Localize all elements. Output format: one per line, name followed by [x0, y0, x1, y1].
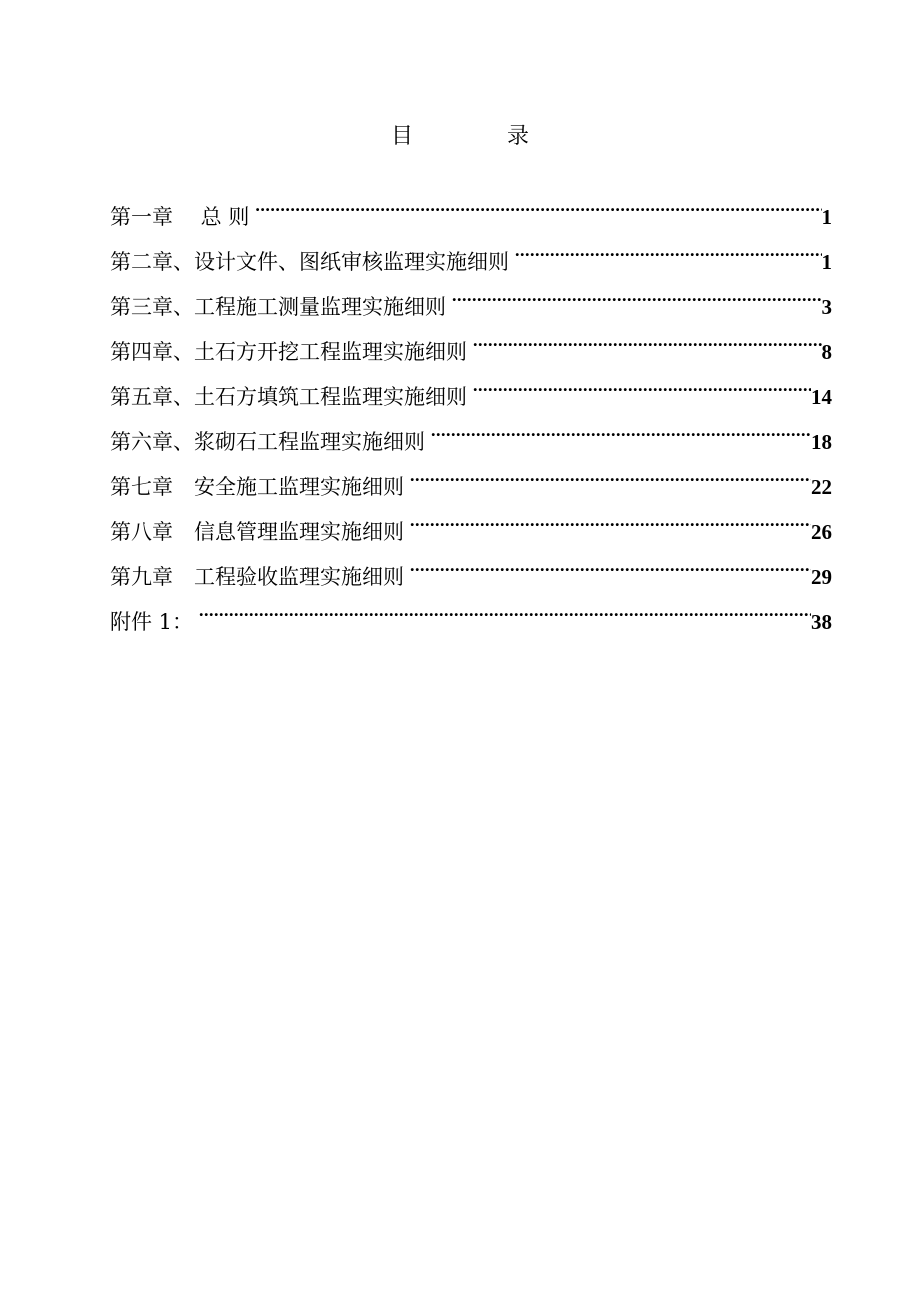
toc-page-number: 1: [821, 250, 832, 274]
toc-dot-leader: [410, 464, 811, 494]
table-of-contents: [110, 194, 832, 644]
toc-dot-leader: [255, 194, 821, 224]
toc-entry-chapter-8[interactable]: [110, 509, 832, 554]
toc-dot-leader: [431, 419, 811, 449]
toc-page-number: 3: [821, 295, 832, 319]
toc-entry-chapter-7[interactable]: [110, 464, 832, 509]
toc-entry-label: 第一章 总 则: [110, 205, 250, 229]
toc-entry-label: 第九章 工程验收监理实施细则: [110, 565, 404, 589]
toc-page-number: 18: [811, 430, 832, 454]
toc-entry-label: 第八章 信息管理监理实施细则: [110, 520, 404, 544]
toc-entry-chapter-9[interactable]: [110, 554, 832, 599]
toc-entry-chapter-3[interactable]: [110, 284, 832, 329]
toc-dot-leader: [452, 284, 822, 314]
toc-entry-chapter-6[interactable]: [110, 419, 832, 464]
toc-entry-label: 第二章、设计文件、图纸审核监理实施细则: [110, 250, 509, 274]
toc-dot-leader: [473, 374, 811, 404]
toc-entry-chapter-1[interactable]: [110, 194, 832, 239]
toc-entry-label: 附件 1：: [110, 610, 194, 634]
toc-page-number: 38: [811, 610, 832, 634]
toc-entry-label: 第三章、工程施工测量监理实施细则: [110, 295, 446, 319]
toc-dot-leader: [473, 329, 822, 359]
toc-page-number: 8: [821, 340, 832, 364]
toc-entry-chapter-2[interactable]: [110, 239, 832, 284]
toc-entry-appendix-1[interactable]: [110, 599, 832, 644]
toc-entry-label: 第七章 安全施工监理实施细则: [110, 475, 404, 499]
toc-dot-leader: [515, 239, 822, 269]
toc-page-number: 29: [811, 565, 832, 589]
toc-page-number: 1: [821, 205, 832, 229]
toc-title: 目 录: [390, 124, 565, 149]
toc-entry-chapter-4[interactable]: [110, 329, 832, 374]
toc-dot-leader: [410, 554, 811, 584]
toc-entry-label: 第六章、浆砌石工程监理实施细则: [110, 430, 425, 454]
toc-entry-label: 第五章、土石方填筑工程监理实施细则: [110, 385, 467, 409]
toc-entry-chapter-5[interactable]: [110, 374, 832, 419]
toc-dot-leader: [410, 509, 811, 539]
toc-page-number: 22: [811, 475, 832, 499]
toc-page-number: 14: [811, 385, 832, 409]
toc-dot-leader: [199, 599, 811, 629]
toc-page-number: 26: [811, 520, 832, 544]
toc-entry-label: 第四章、土石方开挖工程监理实施细则: [110, 340, 467, 364]
